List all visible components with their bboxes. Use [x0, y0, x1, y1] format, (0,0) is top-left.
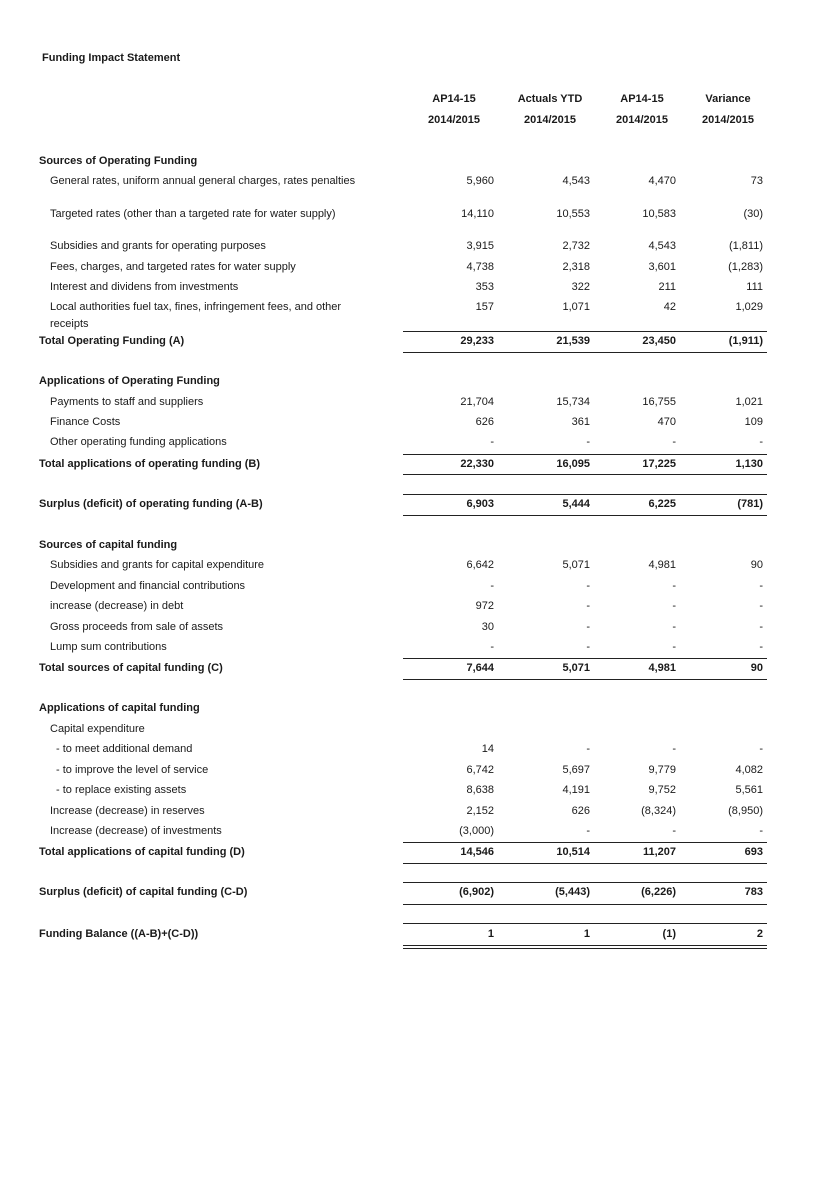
value-ap: 6,903 [466, 498, 494, 510]
row-label: - to replace existing assets [56, 784, 187, 796]
value-ap: 14 [481, 743, 494, 755]
value-ap-b: 10,583 [642, 208, 676, 220]
row-label: - to improve the level of service [56, 764, 209, 776]
row-fees-charges [0, 258, 817, 276]
value-variance: - [759, 743, 763, 755]
rule-total-a-bottom [403, 352, 767, 353]
value-ap: (6,902) [459, 886, 494, 898]
row-replace-assets [0, 781, 817, 799]
value-ap: 6,642 [466, 559, 494, 571]
value-ap: 14,110 [461, 208, 494, 220]
value-actuals: - [586, 621, 590, 633]
value-variance: 90 [750, 559, 763, 571]
row-general-rates [0, 172, 817, 190]
value-variance: - [759, 621, 763, 633]
row-capital-expenditure [0, 720, 817, 738]
row-targeted-rates [0, 205, 817, 223]
value-ap-b: - [672, 436, 676, 448]
value-ap: 1 [487, 928, 494, 940]
section-applications-operating-funding [0, 372, 817, 390]
value-actuals: - [586, 641, 590, 653]
value-actuals: - [586, 743, 590, 755]
row-label: General rates, uniform annual general charges, rates penalties [50, 175, 356, 187]
value-ap: 2,152 [466, 805, 494, 817]
value-ap: 6,742 [466, 764, 494, 776]
column-header-actuals-ytd [505, 89, 595, 131]
value-variance: - [759, 600, 763, 612]
row-total-applications-capital [0, 843, 817, 861]
value-variance: 693 [744, 846, 763, 858]
row-other-operating [0, 433, 817, 451]
value-ap-b: 16,755 [642, 396, 676, 408]
rule-surplus-op-bottom [403, 515, 767, 516]
value-ap-b: - [672, 743, 676, 755]
value-ap-b: 17,225 [642, 458, 676, 470]
value-variance: 111 [746, 281, 763, 293]
section-heading: Applications of Operating Funding [39, 375, 220, 387]
value-ap: 626 [475, 416, 494, 428]
rule-balance-double-1 [403, 945, 767, 946]
value-variance: - [759, 436, 763, 448]
row-interest-dividends [0, 278, 817, 296]
column-header-line1: Variance [705, 93, 751, 105]
row-label: Total applications of operating funding (B) [39, 458, 260, 470]
row-label: Increase (decrease) of investments [50, 825, 222, 837]
value-ap: (3,000) [459, 825, 494, 837]
value-actuals: 16,095 [556, 458, 590, 470]
value-ap-b: 6,225 [648, 498, 676, 510]
row-label: Local authorities fuel tax, fines, infringement fees, and other receipts [50, 301, 342, 330]
row-label: Total applications of capital funding (D) [39, 846, 245, 858]
value-ap-b: - [672, 641, 676, 653]
row-label: Surplus (deficit) of capital funding (C-D) [39, 886, 248, 898]
value-ap: - [490, 436, 494, 448]
column-header-variance [683, 89, 773, 131]
value-ap-b: - [672, 580, 676, 592]
value-ap: 5,960 [466, 175, 494, 187]
column-header-line1: AP14-15 [620, 93, 664, 105]
row-label: Development and financial contributions [50, 580, 246, 592]
value-ap-b: 3,601 [648, 261, 676, 273]
value-ap-b: (1) [662, 928, 676, 940]
row-total-sources-capital [0, 659, 817, 677]
section-applications-capital-funding [0, 699, 817, 717]
column-header-line2: 2014/2015 [428, 114, 480, 126]
value-variance: 4,082 [735, 764, 763, 776]
value-ap: 8,638 [466, 784, 494, 796]
row-finance-costs [0, 413, 817, 431]
value-ap-b: 4,981 [648, 559, 676, 571]
value-variance: 1,021 [735, 396, 763, 408]
row-fuel-tax-fines [0, 298, 817, 334]
value-variance: 90 [750, 662, 763, 674]
value-variance: - [759, 641, 763, 653]
value-ap-b: 9,752 [648, 784, 676, 796]
section-heading: Applications of capital funding [39, 702, 200, 714]
row-label: Capital expenditure [50, 723, 145, 735]
value-actuals: 361 [571, 416, 590, 428]
row-lump-sum [0, 638, 817, 656]
column-header-line2: 2014/2015 [702, 114, 754, 126]
rule-total-d-bottom [403, 863, 767, 864]
row-surplus-capital [0, 883, 817, 901]
value-ap-b: - [672, 600, 676, 612]
row-total-applications-operating [0, 455, 817, 473]
row-label: Fees, charges, and targeted rates for water supply [50, 261, 296, 273]
value-ap-b: - [672, 825, 676, 837]
value-ap: 972 [475, 600, 494, 612]
value-actuals: 2,318 [562, 261, 590, 273]
value-actuals: - [586, 600, 590, 612]
value-ap-b: 470 [657, 416, 676, 428]
value-actuals: 1,071 [562, 301, 590, 313]
row-label: Increase (decrease) in reserves [50, 805, 205, 817]
value-variance: 2 [756, 928, 763, 940]
value-variance: (1,911) [728, 335, 763, 347]
value-ap: 157 [475, 301, 494, 313]
row-development-contributions [0, 577, 817, 595]
value-actuals: 5,071 [562, 559, 590, 571]
value-ap: 3,915 [466, 240, 494, 252]
value-variance: (1,283) [728, 261, 763, 273]
value-variance: - [759, 825, 763, 837]
value-ap-b: 11,207 [642, 846, 676, 858]
row-label: Subsidies and grants for operating purposes [50, 240, 266, 252]
section-sources-operating-funding [0, 152, 817, 170]
value-actuals: (5,443) [555, 886, 590, 898]
column-header-ap1415 [409, 89, 499, 131]
value-actuals: 15,734 [556, 396, 590, 408]
row-improve-service [0, 761, 817, 779]
row-total-operating-funding [0, 332, 817, 350]
value-actuals: 1 [583, 928, 590, 940]
row-subsidies-capital [0, 556, 817, 574]
value-ap-b: - [672, 621, 676, 633]
value-ap: 22,330 [460, 458, 494, 470]
row-subsidies-operating [0, 237, 817, 255]
rule-total-c-bottom [403, 679, 767, 680]
row-label: Surplus (deficit) of operating funding (A-B) [39, 498, 263, 510]
value-variance: 783 [744, 886, 763, 898]
value-actuals: - [586, 825, 590, 837]
row-label: Total Operating Funding (A) [39, 335, 185, 347]
value-ap: 353 [475, 281, 494, 293]
value-ap-b: 23,450 [642, 335, 676, 347]
column-header-line1: AP14-15 [432, 93, 476, 105]
column-header-line2: 2014/2015 [616, 114, 668, 126]
value-ap: 21,704 [460, 396, 494, 408]
rule-balance-top [403, 923, 767, 924]
row-funding-balance [0, 925, 817, 943]
row-debt [0, 597, 817, 615]
row-label: Other operating funding applications [50, 436, 227, 448]
column-header-line2: 2014/2015 [524, 114, 576, 126]
value-actuals: 5,071 [562, 662, 590, 674]
value-actuals: 626 [571, 805, 590, 817]
row-payments-staff [0, 393, 817, 411]
value-ap-b: 4,981 [648, 662, 676, 674]
rule-surplus-cap-bottom [403, 904, 767, 905]
value-variance: 5,561 [735, 784, 763, 796]
value-actuals: 5,697 [562, 764, 590, 776]
value-actuals: 2,732 [562, 240, 590, 252]
value-ap-b: 9,779 [648, 764, 676, 776]
row-label: Lump sum contributions [50, 641, 167, 653]
row-label: Finance Costs [50, 416, 121, 428]
rule-total-b-bottom [403, 474, 767, 475]
value-variance: 1,130 [735, 458, 763, 470]
column-header-ap1415-b [597, 89, 687, 131]
row-label: Interest and dividens from investments [50, 281, 239, 293]
row-label: Gross proceeds from sale of assets [50, 621, 224, 633]
value-ap-b: 4,470 [648, 175, 676, 187]
row-label: Total sources of capital funding (C) [39, 662, 223, 674]
value-ap-b: (8,324) [641, 805, 676, 817]
value-actuals: - [586, 580, 590, 592]
row-reserves [0, 802, 817, 820]
value-ap: - [490, 641, 494, 653]
row-additional-demand [0, 740, 817, 758]
rule-balance-double-2 [403, 948, 767, 949]
section-heading: Sources of capital funding [39, 539, 178, 551]
row-label: Funding Balance ((A-B)+(C-D)) [39, 928, 199, 940]
value-variance: (781) [737, 498, 763, 510]
document-title: Funding Impact Statement [42, 52, 181, 64]
row-gross-proceeds [0, 618, 817, 636]
value-ap: 29,233 [460, 335, 494, 347]
value-ap: - [490, 580, 494, 592]
row-investments [0, 822, 817, 840]
value-ap-b: (6,226) [641, 886, 676, 898]
value-ap: 30 [481, 621, 494, 633]
value-variance: (30) [743, 208, 763, 220]
value-actuals: 10,514 [556, 846, 590, 858]
value-actuals: 4,191 [562, 784, 590, 796]
value-actuals: - [586, 436, 590, 448]
value-variance: 73 [750, 175, 763, 187]
value-variance: - [759, 580, 763, 592]
row-label: Subsidies and grants for capital expenditure [50, 559, 265, 571]
value-variance: 1,029 [735, 301, 763, 313]
value-ap-b: 4,543 [648, 240, 676, 252]
value-ap: 7,644 [466, 662, 494, 674]
value-actuals: 5,444 [562, 498, 590, 510]
value-variance: (1,811) [728, 240, 763, 252]
value-ap: 4,738 [466, 261, 494, 273]
value-variance: 109 [744, 416, 763, 428]
value-actuals: 21,539 [556, 335, 590, 347]
section-heading: Sources of Operating Funding [39, 155, 198, 167]
row-label: - to meet additional demand [56, 743, 193, 755]
row-label: Targeted rates (other than a targeted rate for water supply) [50, 208, 336, 220]
row-surplus-operating [0, 495, 817, 513]
value-ap-b: 211 [658, 281, 676, 293]
value-actuals: 4,543 [562, 175, 590, 187]
value-ap-b: 42 [663, 301, 676, 313]
row-label: Payments to staff and suppliers [50, 396, 204, 408]
value-actuals: 10,553 [556, 208, 590, 220]
column-header-line1: Actuals YTD [517, 93, 583, 105]
value-actuals: 322 [571, 281, 590, 293]
value-ap: 14,546 [460, 846, 494, 858]
section-sources-capital-funding [0, 536, 817, 554]
value-variance: (8,950) [728, 805, 763, 817]
row-label: increase (decrease) in debt [50, 600, 184, 612]
